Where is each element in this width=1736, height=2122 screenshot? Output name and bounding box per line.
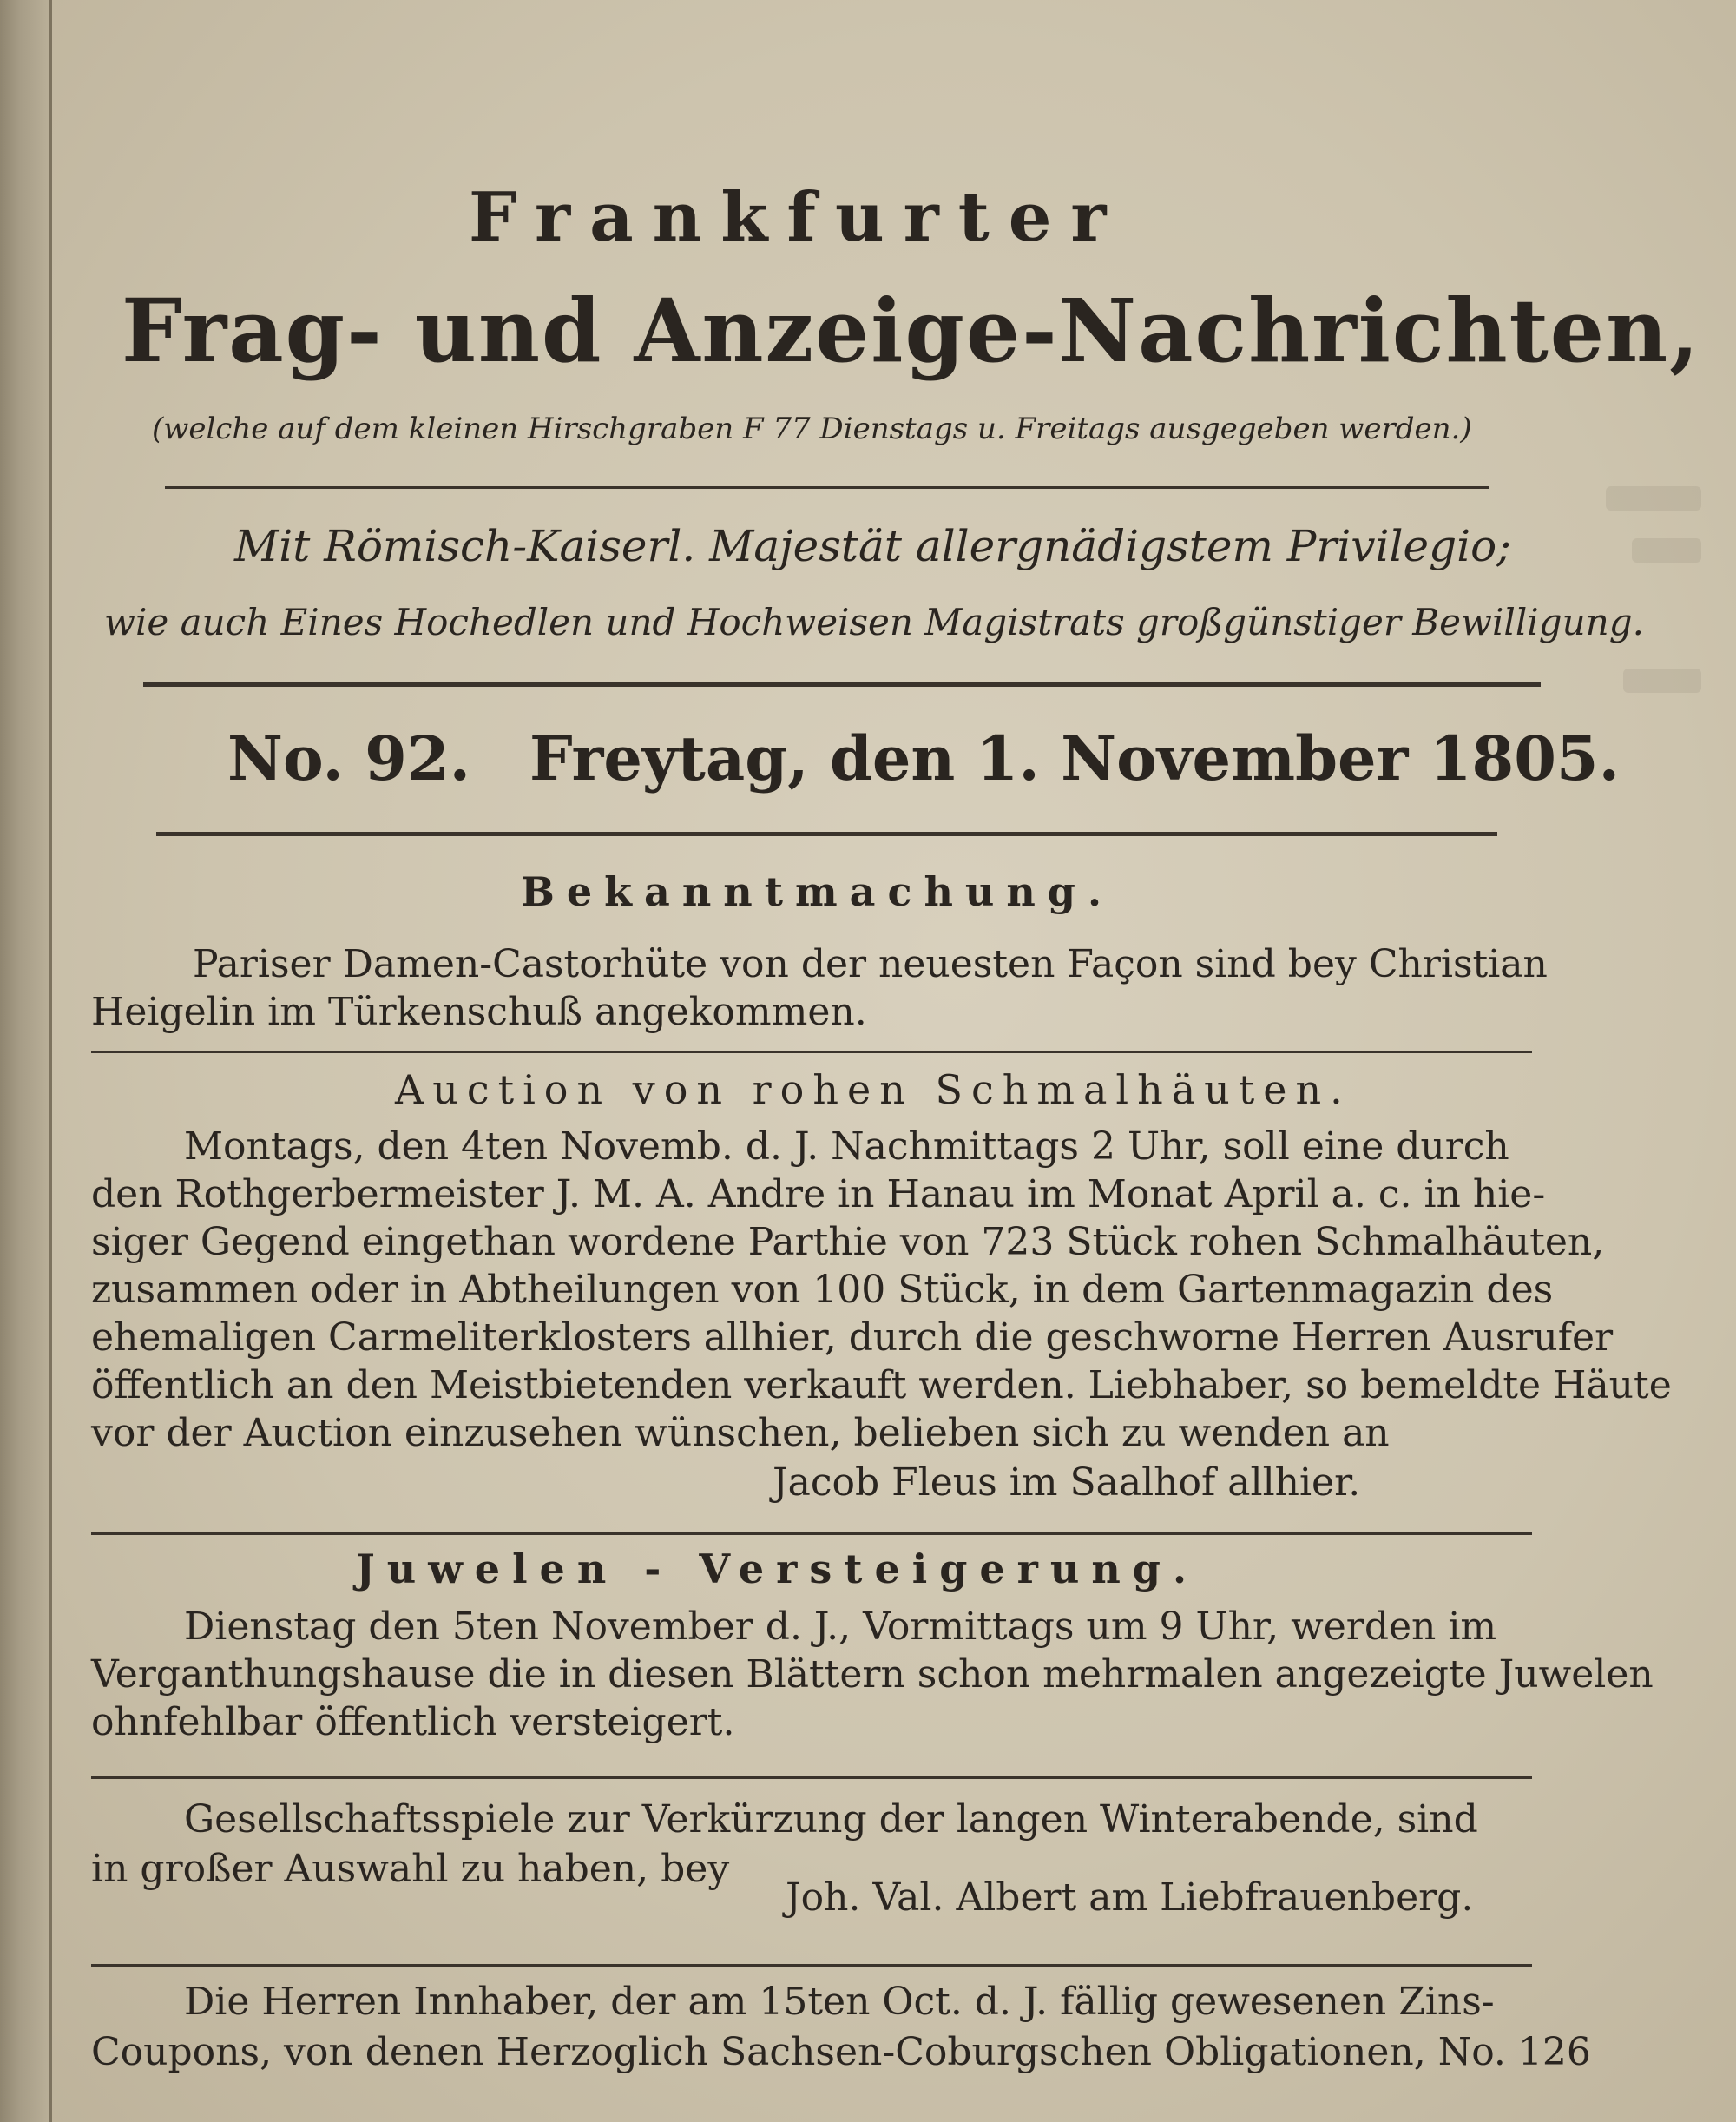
divider-rule — [91, 1532, 1532, 1535]
ink-bleed-mark — [1606, 486, 1701, 511]
notice-line: öffentlich an den Meistbietenden verkauft werden. Liebhaber, so bemeldte Häute — [91, 1363, 1672, 1407]
divider-rule — [165, 486, 1489, 489]
divider-rule — [91, 1051, 1532, 1053]
notice-heading: Bekanntmachung. — [521, 868, 1114, 915]
page-edge — [49, 0, 52, 2122]
notice-line: Montags, den 4ten Novemb. d. J. Nachmittags 2 Uhr, soll eine durch — [184, 1124, 1509, 1169]
book-spine — [0, 0, 49, 2122]
notice-line: Coupons, von denen Herzoglich Sachsen-Coburgschen Obligationen, No. 126 — [91, 2030, 1591, 2074]
notice-line: in großer Auswahl zu haben, bey — [91, 1847, 730, 1891]
masthead-title-line1: Frankfurter — [469, 178, 1126, 257]
divider-rule — [143, 682, 1541, 687]
privilege-line1: Mit Römisch-Kaiserl. Majestät allergnädigstem Privilegio; — [234, 521, 1512, 571]
divider-rule — [91, 1776, 1532, 1779]
issue-date: Freytag, den 1. November 1805. — [529, 722, 1621, 794]
masthead-title-line2: Frag- und Anzeige-Nachrichten, — [122, 280, 1701, 382]
notice-line: den Rothgerbermeister J. M. A. Andre in Hanau im Monat April a. c. in hie- — [91, 1172, 1546, 1216]
privilege-line2: wie auch Eines Hochedlen und Hochweisen Magistrats großgünstiger Bewilligung. — [104, 601, 1644, 643]
notice-heading: Juwelen - Versteigerung. — [356, 1545, 1199, 1592]
notice-line: ehemaligen Carmeliterklosters allhier, durch die geschworne Herren Ausrufer — [91, 1315, 1614, 1360]
notice-heading: Auction von rohen Schmalhäuten. — [395, 1066, 1351, 1113]
notice-line: Pariser Damen-Castorhüte von der neuesten Façon sind bey Christian — [193, 942, 1548, 986]
masthead-subtitle: (welche auf dem kleinen Hirschgraben F 77 Dienstags u. Freitags ausgegeben werden.) — [152, 412, 1472, 446]
issue-number: No. 92. — [227, 722, 470, 794]
notice-line: siger Gegend eingethan wordene Parthie von 723 Stück rohen Schmalhäuten, — [91, 1220, 1605, 1264]
ink-bleed-mark — [1623, 669, 1701, 693]
notice-signature: Jacob Fleus im Saalhof allhier. — [773, 1460, 1361, 1505]
divider-rule — [156, 832, 1497, 836]
notice-line: Die Herren Innhaber, der am 15ten Oct. d. J. fällig gewesenen Zins- — [184, 1980, 1495, 2024]
notice-line: Heigelin im Türkenschuß angekommen. — [91, 990, 867, 1034]
divider-rule — [91, 1964, 1532, 1967]
notice-line: vor der Auction einzusehen wünschen, belieben sich zu wenden an — [91, 1411, 1390, 1455]
notice-line: Gesellschaftsspiele zur Verkürzung der langen Winterabende, sind — [184, 1797, 1478, 1842]
notice-signature: Joh. Val. Albert am Liebfrauenberg. — [786, 1875, 1474, 1920]
notice-line: Verganthungshause die in diesen Blättern schon mehrmalen angezeigte Juwelen — [91, 1652, 1654, 1697]
notice-line: Dienstag den 5ten November d. J., Vormittags um 9 Uhr, werden im — [184, 1605, 1497, 1649]
notice-line: zusammen oder in Abtheilungen von 100 Stück, in dem Gartenmagazin des — [91, 1268, 1554, 1312]
ink-bleed-mark — [1632, 538, 1701, 563]
notice-line: ohnfehlbar öffentlich versteigert. — [91, 1700, 735, 1744]
